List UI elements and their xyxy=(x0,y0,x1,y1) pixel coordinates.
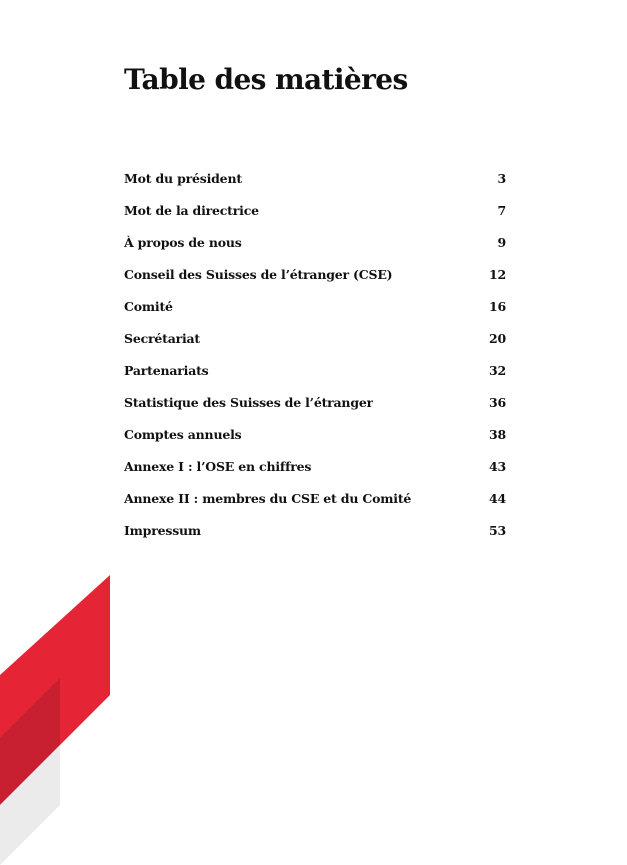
toc-entry-impressum[interactable] xyxy=(124,522,506,554)
toc-entry-statistique[interactable] xyxy=(124,394,506,426)
toc-entry-label: Impressum xyxy=(124,523,201,538)
toc-entry-page-number: 36 xyxy=(489,395,506,410)
toc-entry-label: Annexe II : membres du CSE et du Comité xyxy=(124,491,412,506)
toc-entry-label: À propos de nous xyxy=(124,235,242,250)
toc-entry-secretariat[interactable] xyxy=(124,330,506,362)
toc-entry-page-number: 44 xyxy=(489,491,506,506)
toc-entry-a-propos-de-nous[interactable] xyxy=(124,234,506,266)
toc-entry-label: Comptes annuels xyxy=(124,427,242,442)
toc-entry-label: Partenariats xyxy=(124,363,209,378)
toc-entry-label: Secrétariat xyxy=(124,331,201,346)
toc-entry-conseil-des-suisses[interactable] xyxy=(124,266,506,298)
toc-entry-page-number: 32 xyxy=(489,363,506,378)
toc-entry-page-number: 12 xyxy=(489,267,506,282)
toc-entry-label: Conseil des Suisses de l’étranger (CSE) xyxy=(124,267,393,282)
toc-entry-page-number: 38 xyxy=(489,427,506,442)
toc-entry-comite[interactable] xyxy=(124,298,506,330)
toc-entry-label: Mot de la directrice xyxy=(124,203,259,218)
toc-entry-page-number: 7 xyxy=(497,203,506,218)
decorative-corner-graphic xyxy=(0,575,110,865)
toc-entry-page-number: 43 xyxy=(489,459,506,474)
toc-entry-annexe-2[interactable] xyxy=(124,490,506,522)
toc-entry-page-number: 3 xyxy=(497,171,506,186)
toc-entry-mot-du-president[interactable] xyxy=(124,170,506,202)
toc-entry-annexe-1[interactable] xyxy=(124,458,506,490)
toc-entry-mot-de-la-directrice[interactable] xyxy=(124,202,506,234)
toc-entry-page-number: 53 xyxy=(489,523,506,538)
toc-entry-page-number: 20 xyxy=(489,331,506,346)
toc-entry-comptes-annuels[interactable] xyxy=(124,426,506,458)
toc-entry-page-number: 16 xyxy=(489,299,506,314)
toc-entry-label: Annexe I : l’OSE en chiffres xyxy=(124,459,312,474)
toc-entry-page-number: 9 xyxy=(497,235,506,250)
toc-entry-label: Statistique des Suisses de l’étranger xyxy=(124,395,374,410)
toc-entry-label: Comité xyxy=(124,299,173,314)
toc-entry-label: Mot du président xyxy=(124,171,242,186)
table-of-contents xyxy=(124,170,506,554)
toc-entry-partenariats[interactable] xyxy=(124,362,506,394)
page-title: Table des matières xyxy=(124,63,408,96)
